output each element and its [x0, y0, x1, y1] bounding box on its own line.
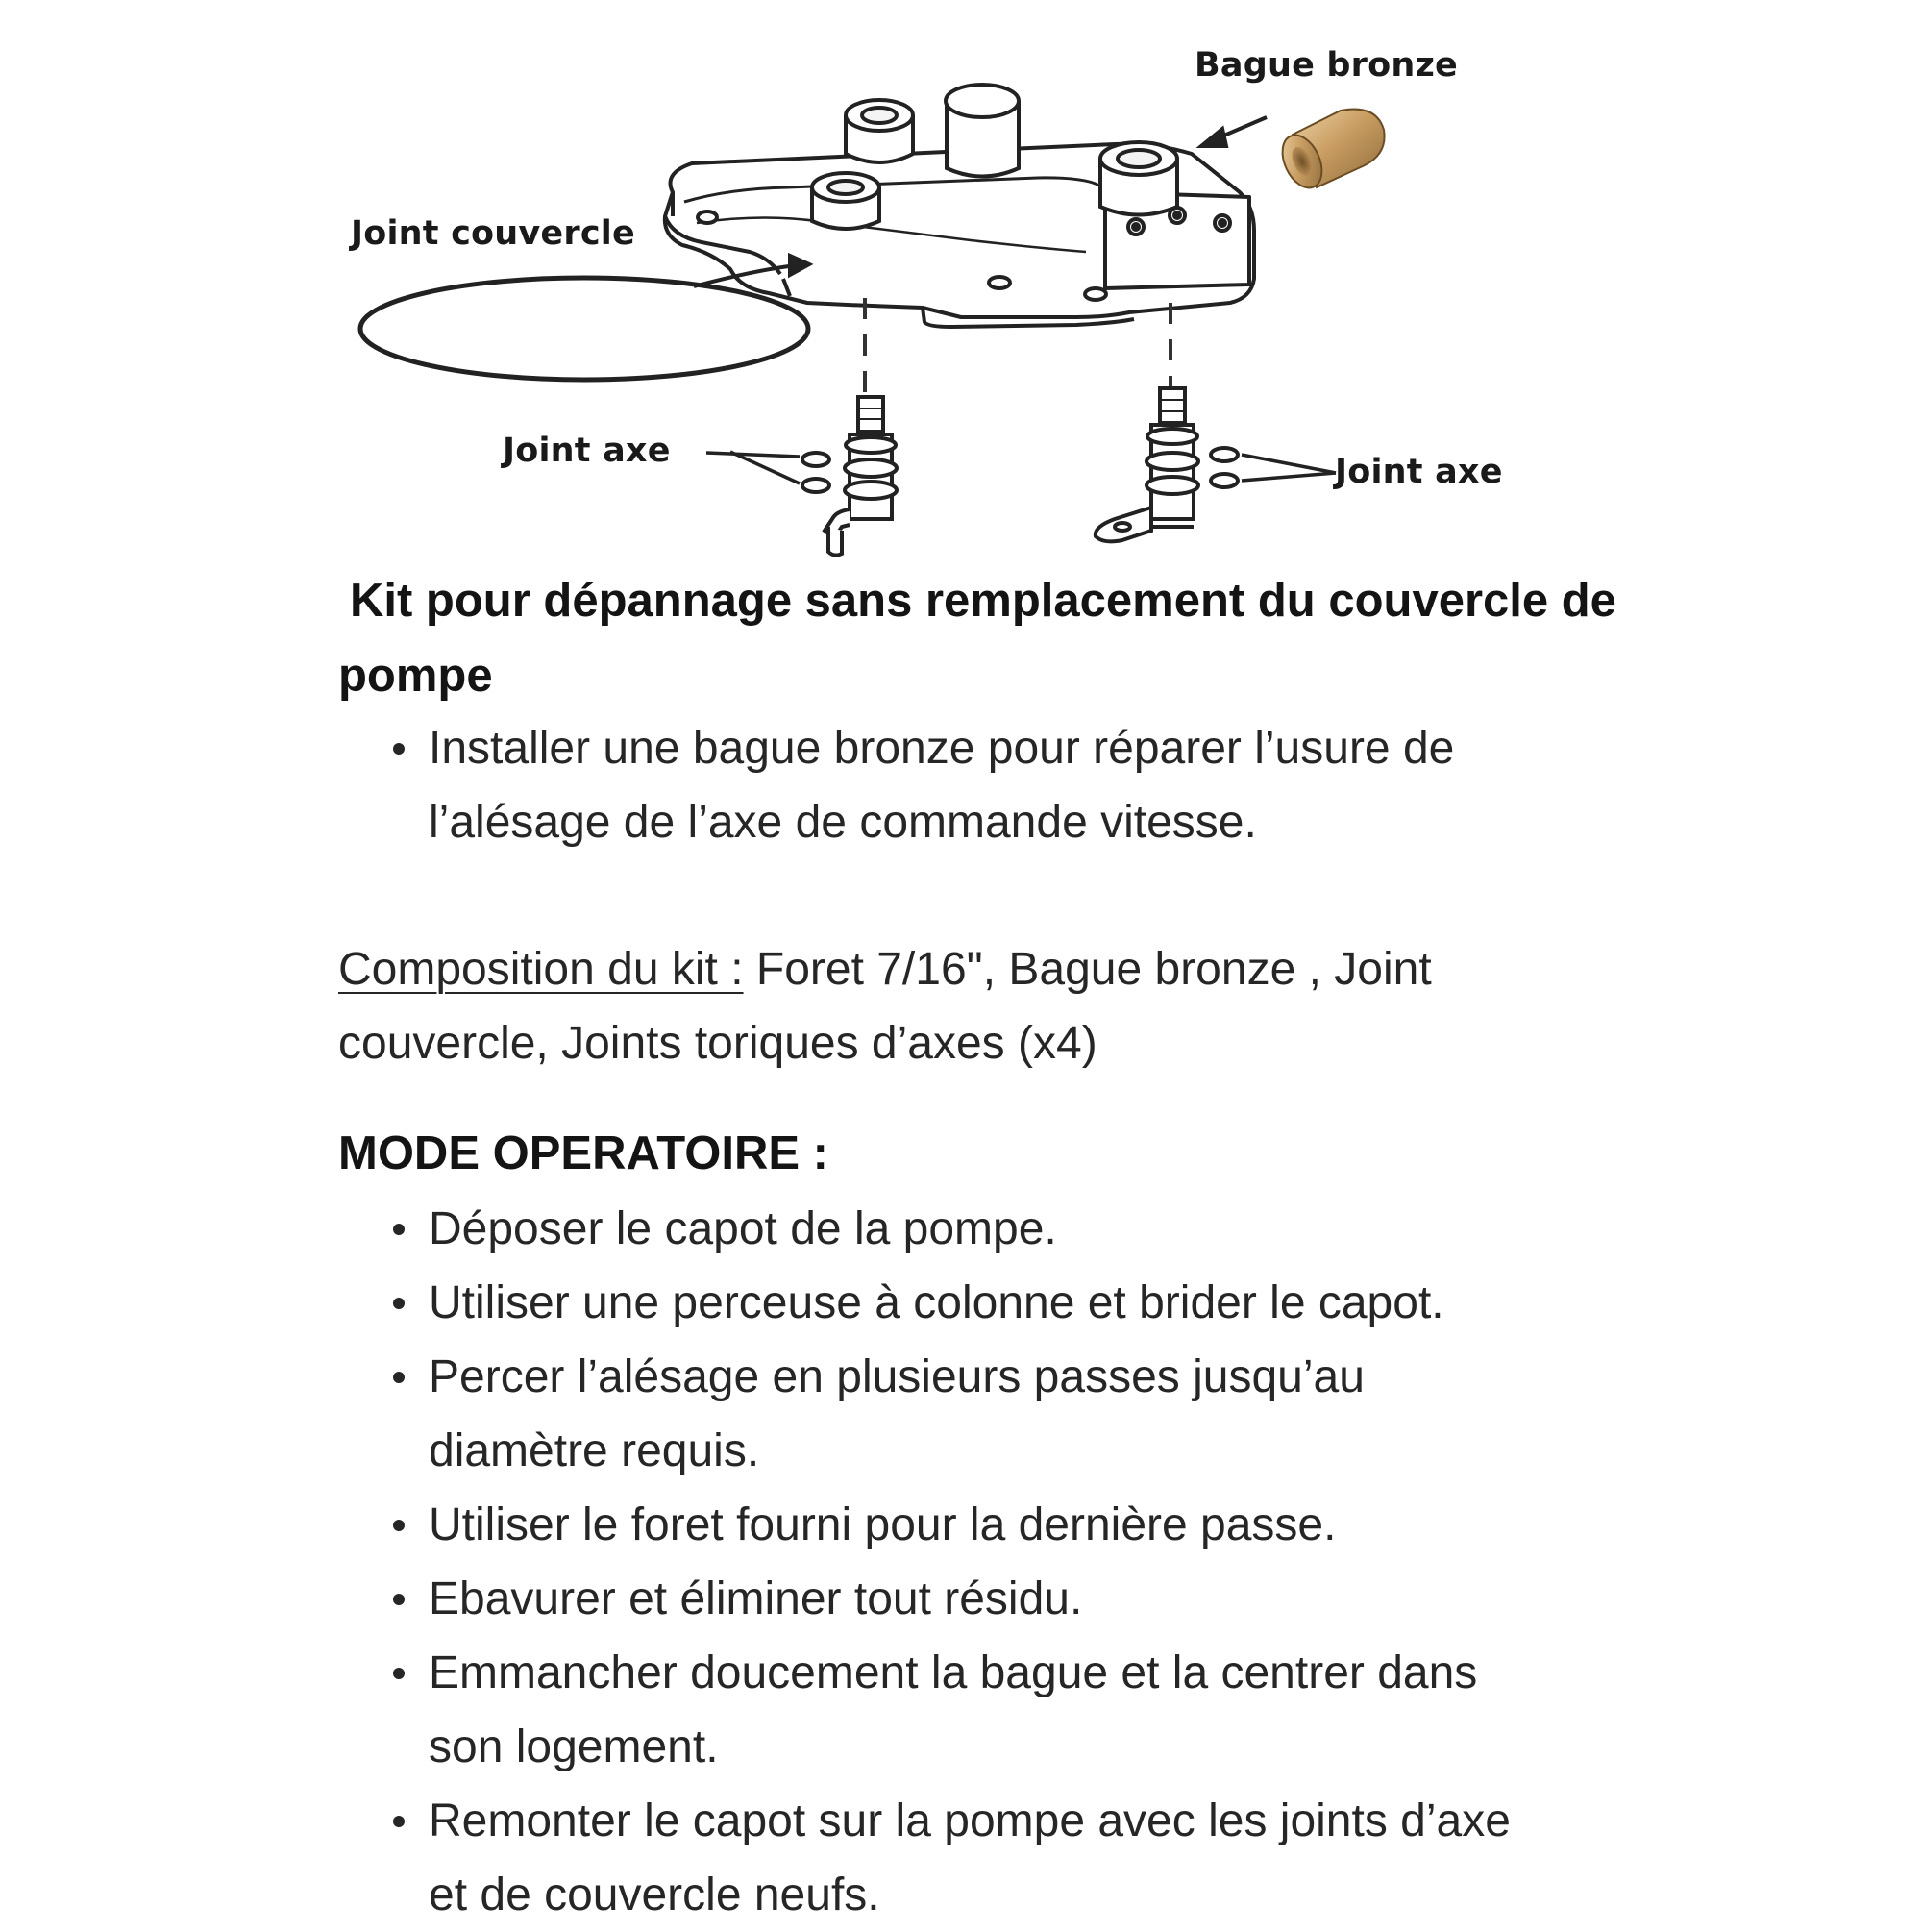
list-item — [338, 1636, 1524, 1784]
bullet-dot — [393, 1372, 405, 1383]
procedure-title: MODE OPERATOIRE : — [338, 1127, 829, 1179]
intro-bullet-list — [338, 711, 1616, 859]
cover-seal-callout: Joint couvercle — [351, 214, 635, 253]
list-item — [338, 711, 1616, 859]
list-item — [338, 1340, 1524, 1488]
bullet-dot — [393, 1520, 405, 1531]
bullet-dot — [393, 1224, 405, 1235]
bushing-callout: Bague bronze — [1195, 46, 1458, 85]
procedure-step-list — [338, 1192, 1616, 1932]
bullet-dot — [393, 743, 405, 755]
kit-heading: Kit pour dépannage sans remplacement du couvercle de pompe — [338, 575, 1616, 702]
list-item-text: Emmancher doucement la bague et la centrer dans son logement. — [429, 1647, 1478, 1772]
list-item-text: Utiliser une perceuse à colonne et brider le capot. — [429, 1277, 1444, 1328]
list-item-text: Utiliser le foret fourni pour la dernière passe. — [429, 1499, 1337, 1550]
list-item-text: Déposer le capot de la pompe. — [429, 1203, 1057, 1254]
list-item — [338, 1192, 1616, 1266]
list-item-text: Installer une bague bronze pour réparer l’usure de l’alésage de l’axe de commande vitesse. — [429, 723, 1455, 848]
list-item — [338, 1784, 1553, 1932]
list-item — [338, 1488, 1616, 1562]
list-item — [338, 1562, 1616, 1636]
bullet-dot — [393, 1298, 405, 1309]
left-shaft-seal-callout: Joint axe — [503, 432, 671, 470]
kit-composition — [338, 932, 1616, 1080]
list-item-text: Remonter le capot sur la pompe avec les joints d’axe et de couvercle neufs. — [429, 1796, 1511, 1920]
bullet-dot — [393, 1668, 405, 1679]
right-shaft-seal-callout: Joint axe — [1335, 453, 1503, 491]
bullet-dot — [393, 1594, 405, 1605]
composition-text: Foret 7/16", Bague bronze , Joint couvercle, Joints toriques d’axes (x4) — [338, 944, 1432, 1069]
list-item-text: Ebavurer et éliminer tout résidu. — [429, 1573, 1083, 1624]
list-item-text: Percer l’alésage en plusieurs passes jusqu’au diamètre requis. — [429, 1351, 1365, 1476]
bullet-dot — [393, 1816, 405, 1827]
composition-label: Composition du kit : — [338, 944, 744, 995]
list-item — [338, 1266, 1616, 1340]
